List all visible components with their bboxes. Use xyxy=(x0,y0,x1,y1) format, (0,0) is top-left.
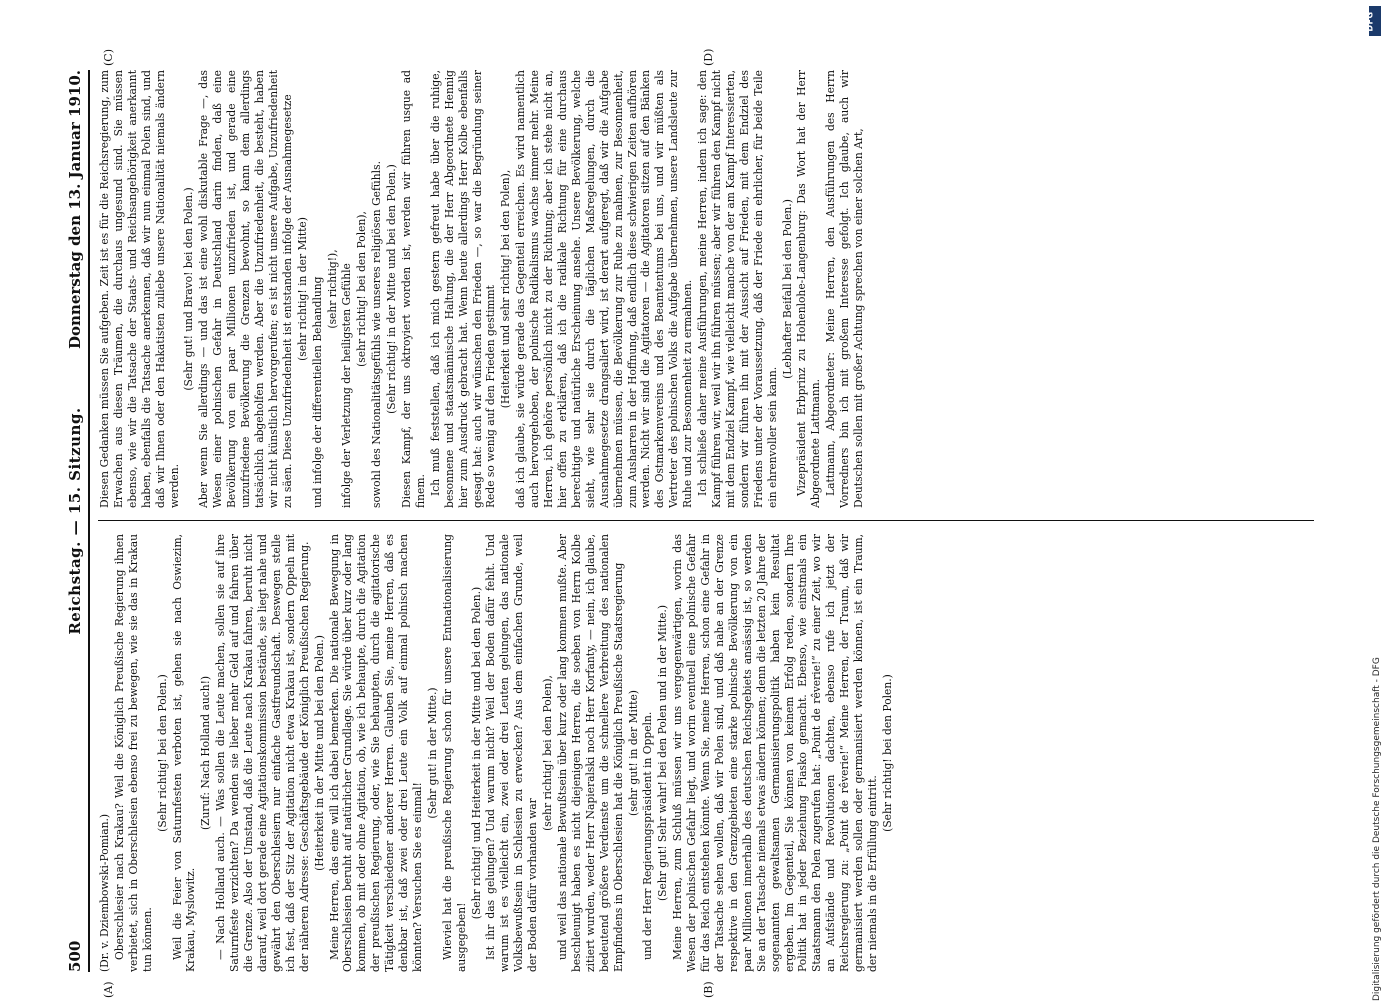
paragraph: Ich muß feststellen, daß ich mich gestern gefreut habe über die ruhige, besonnene und staatsmännische Haltung, die der Herr Abgeordnete Hennig hier zum Ausdruck gebracht hat. Wenn heute allerdings Herr Kolbe ebenfalls gesagt hat: auch wir wünschen den Frieden —, so war die Begründung seiner Rede so wenig auf den Frieden gestimmt xyxy=(428,70,498,508)
paragraph: Lattmann, Abgeordneter: Meine Herren, den Ausführungen des Herrn Vorredners bin ich mit großem Interesse gefolgt. Ich glaube, auch wir Deutschen sollen mit großer Achtung sprechen von einer solchen Art, xyxy=(824,70,866,508)
margin-marker-b: (B) xyxy=(702,981,715,998)
session-title: Reichstag. — 15. Sitzung. xyxy=(66,407,84,635)
interjection: (sehr gut! in der Mitte) xyxy=(626,690,640,816)
paragraph: sowohl des Nationalitätsgefühls wie unseres religiösen Gefühls. xyxy=(370,161,384,508)
paragraph: Vizepräsident Erbprinz zu Hohenlohe-Langenburg: Das Wort hat der Herr Abgeordnete Lattmann. xyxy=(795,70,823,508)
paragraph: Oberschlesier nach Krakau? Weil die Königlich Preußische Regierung ihnen verbietet, sich in Oberschlesien ebenso frei zu bewegen, wie sie das in Krakau tun können. xyxy=(112,534,154,972)
column-divider xyxy=(98,520,1314,521)
paragraph: Weil die Feier von Saturnfesten verboten ist, gehen sie nach Oswiezim, Krakau, Myslowitz. xyxy=(170,534,198,972)
paragraph: Diesen Kampf, der uns oktroyiert worden ist, werden wir führen usque ad finem. xyxy=(400,70,427,508)
interjection: (Sehr gut! Sehr wahr! bei den Polen und in der Mitte.) xyxy=(656,604,670,902)
interjection: (sehr richtig! bei den Polen), xyxy=(355,211,369,367)
paragraph: infolge der Verletzung der heiligsten Gefühle xyxy=(340,263,354,508)
page-header xyxy=(62,70,90,972)
page-number: 500 xyxy=(66,940,84,972)
interjection: (Heiterkeit und sehr richtig! bei den Polen), xyxy=(499,169,513,409)
paragraph: Diesen Gedanken müssen Sie aufgeben. Zeit ist es für die Reichsregierung, zum Erwachen aus diesen Träumen, die durchaus ungesund sind. Sie müssen ebenso, wie wir die Tatsache der Staats- und Reichsangehörigkeit anerkannt haben, ebenfalls die Tatsache anerkennen, daß wir nun einmal Polen sind, und daß wir Ihnen oder den Hakatisten zuliebe unsere Nationalität niemals ändern werden. xyxy=(98,70,181,508)
paragraph: und der Herr Regierungspräsident in Oppeln. xyxy=(641,711,655,960)
interjection: (Heiterkeit in der Mitte und bei den Polen.) xyxy=(312,635,326,871)
interjection: (Sehr richtig! in der Mitte und bei den Polen.) xyxy=(385,164,399,414)
scanned-page xyxy=(62,48,1320,998)
digitization-credit: Digitalisierung gefördert durch die Deutsche Forschungsgemeinschaft - DFG xyxy=(1372,657,1382,1001)
margin-marker-d: (D) xyxy=(702,48,715,66)
interjection: (Sehr richtig! bei den Polen.) xyxy=(155,674,169,832)
paragraph: und weil das nationale Bewußtsein über kurz oder lang kommen mußte. Aber beschleunigt haben es nicht diejenigen Herren, die soeben von Herrn Kolbe zitiert wurden, weder Herr Napieralski noch Herr Korfanty, — nein, ich glaube, bedeutend größere Verdienste um die schnellere Verbreitung des nationalen Empfindens in Oberschlesien hat die Königlich Preußische Staatsregierung xyxy=(556,534,625,972)
interjection: (Sehr gut! in der Mitte.) xyxy=(425,687,439,819)
dfg-logo: DFG xyxy=(1369,6,1381,36)
paragraph: Meine Herren, zum Schluß müssen wir uns vergegenwärtigen, worin das Wesen der polnischen Gefahr liegt, und worin eventuell eine polnische Gefahr für das Reich entstehen könnte. Wenn Sie, meine Herren, schon eine Gefahr in der Tatsache sehen wollen, daß wir Polen sind, und daß nahe an der Grenze respektive in den Grenzgebieten eine starke polnische Bevölkerung von ein paar Millionen innerhalb des deutschen Reichsgebiets ansässig ist, so werden Sie an der Tatsache niemals etwas ändern können; denn die letzten 20 Jahre der sogenannten gewaltsamen Germanisierungspolitik haben kein Resultat ergeben. Im Gegenteil, Sie können von keinem Erfolg reden, sondern Ihre Politik hat in jeder Beziehung Fiasko gemacht. Ebenso, wie einstmals ein Staatsmann den Polen zugerufen hat: „Point de rêverie!“ zu einer Zeit, wo wir an Aufstände und Revolutionen dachten, ebenso rufe ich jetzt der Reichsregierung zu: „Point de rêverie!“ Meine Herren, der Traum, daß wir germanisiert werden sollen oder germanisiert werden können, ist ein Traum, der niemals in die Erfüllung eintritt. xyxy=(671,534,879,972)
interjection: (sehr richtig! bei den Polen), xyxy=(541,675,555,831)
paragraph: Ist ihr das gelungen? Und warum nicht? Weil der Boden dafür fehlt. Und warum ist es vielleicht ein, zwei oder drei Leuten gelungen, das nationale Volksbewußtsein in Schlesien zu erwecken? Aus dem einfachen Grunde, weil der Boden dafür vorhanden war xyxy=(484,534,540,972)
interjection: (Sehr richtig! und Heiterkeit in der Mitte und bei den Polen.) xyxy=(469,586,483,920)
session-date: Donnerstag den 13. Januar 1910. xyxy=(66,70,84,349)
interjection: (Lebhafter Beifall bei den Polen.) xyxy=(780,199,794,379)
paragraph: Aber wenn Sie allerdings — und das ist eine wohl diskutable Frage —, das Wesen einer polnischen Gefahr in Deutschland darin finden, daß eine Bevölkerung von ein paar Millionen unzufrieden ist, und gerade eine unzufriedene Bevölkerung die Grenzen bewohnt, so kann dem allerdings tatsächlich abgeholfen werden. Aber die Unzufriedenheit, die besteht, haben wir nicht künstlich hervorgerufen; es ist nicht unsere Aufgabe, Unzufriedenheit zu säen. Diese Unzufriedenheit ist entstanden infolge der Ausnahmegesetze xyxy=(197,70,294,508)
margin-marker-c: (C) xyxy=(102,49,115,66)
paragraph: daß ich glaube, sie würde gerade das Gegenteil erreichen. Es wird namentlich auch hervorgehoben, der polnische Radikalismus wachse immer mehr. Meine Herren, ich gehöre persönlich nicht zu der Richtung; aber ich stehe nicht an, hier offen zu erklären, daß ich die radikale Richtung für eine durchaus berechtigte und natürliche Erscheinung ansehe. Unsere Bevölkerung, welche sieht, wie sehr sie durch die täglichen Maßregelungen, durch die Ausnahmegesetze drangsaliert wird, ist derart aufgeregt, daß wir die Aufgabe übernehmen müssen, die Bevölkerung zur Ruhe zu mahnen, zur Besonnenheit, zum Ausharren in der Hoffnung, daß endlich diese schwierigen Zeiten aufhören werden. Nicht wir sind die Agitatoren — die Agitatoren sitzen auf den Bänken des Ostmarkenvereins und des Beamtentums bei uns, und wir müßten als Vertreter des polnischen Volks die Aufgabe übernehmen, unsere Landsleute zur Ruhe und zur Besonnenheit zu ermahnen. xyxy=(514,70,695,508)
interjection: (sehr richtig! in der Mitte) xyxy=(295,217,309,361)
margin-marker-a: (A) xyxy=(102,981,115,998)
paragraph: (Dr. v. Dziembowski-Pomian.) xyxy=(98,813,111,972)
left-column xyxy=(98,534,1314,972)
interjection: (Sehr richtig! bei den Polen.) xyxy=(880,674,894,832)
right-column xyxy=(98,70,1314,508)
paragraph: Wieviel hat die preußische Regierung schon für unsere Entnationalisierung ausgegeben! xyxy=(440,534,468,972)
paragraph: und infolge der differentiellen Behandlung xyxy=(310,276,324,508)
paragraph: — Nach Holland auch. — Was sollen die Leute machen, sollen sie auf ihre Saturnfeste verzichten? Da wenden sie lieber mehr Geld auf und fahren über die Grenze. Also der Umstand, daß die Leute nach Krakau fahren, beruht nicht darauf, weil dort gerade eine Agitationskommission bestände, sie liegt nahe und gewährt den Oberschlesiern nur einfache Gastfreundschaft. Deswegen stelle ich fest, daß der Sitz der Agitation nicht etwa Krakau ist, sondern Oppeln mit der näheren Adresse: Geschäftsgebäude der Königlich Preußischen Regierung. xyxy=(214,534,311,972)
paragraph: Ich schließe daher meine Ausführungen, meine Herren, indem ich sage: den Kampf führen wir, weil wir ihn führen müssen; aber wir führen den Kampf nicht mit dem Endziel Kampf, wie vielleicht manche von der am Kampf Interessierten, sondern wir führen ihn mit der Aussicht auf Frieden, mit dem Endziel des Friedens unter der Voraussetzung, daß der Friede ein ehrlicher, für beide Teile ein ehrenvoller sein kann. xyxy=(696,70,779,508)
interjection: (Zuruf: Nach Holland auch!) xyxy=(199,675,213,831)
rotated-page xyxy=(62,48,1320,998)
paragraph: Meine Herren, das eine will ich dabei bemerken. Die nationale Bewegung in Oberschlesien beruht auf natürlicher Grundlage. Sie würde über kurz oder lang kommen, ob mit oder ohne Agitation, ob, wie ich behaupte, durch die Agitation der preußischen Regierung, oder, wie Sie behaupten, durch die agitatorische Tätigkeit verschiedener anderer Herren. Glauben Sie, meine Herren, daß es denkbar ist, daß zwei oder drei Leute ein Volk auf einmal polnisch machen könnten? Versuchen Sie es einmal! xyxy=(327,534,424,972)
interjection: (sehr richtig!), xyxy=(325,249,339,329)
interjection: (Sehr gut! und Bravo! bei den Polen.) xyxy=(182,187,196,391)
